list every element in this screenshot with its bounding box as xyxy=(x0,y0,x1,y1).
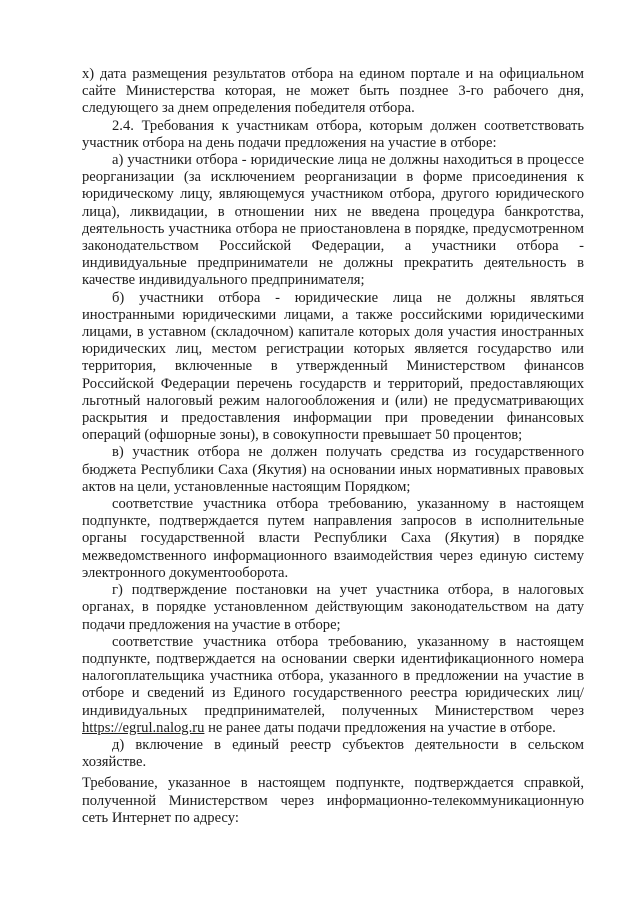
paragraph-compliance-g-tail: не ранее даты подачи предложения на участие в отборе. xyxy=(204,719,556,736)
egrul-link[interactable]: https://egrul.nalog.ru xyxy=(82,719,205,736)
paragraph-compliance-g-text: соответствие участника отбора требованию, указанному в настоящем подпункте, подтверждается на основании сверки идентификационного номера налогоплательщика участника отбора, указанного в предложении на участие в отборе и сведений из Единого государственного реестра юридических лиц/индивидуальных предпринимателей, полученных Министерством через xyxy=(82,633,584,719)
paragraph-item-x: х) дата размещения результатов отбора на едином портале и на официальном сайте Министерства которая, не может быть позднее 3-го рабочего дня, следующего за днем определения победителя отбора. xyxy=(82,66,584,117)
paragraph-item-d: д) включение в единый реестр субъектов деятельности в сельском хозяйстве. xyxy=(82,736,584,771)
paragraph-requirement-note: Требование, указанное в настоящем подпункте, подтверждается справкой, полученной Министерством через информационно-телекоммуникационную сеть Интернет по адресу: xyxy=(82,775,584,826)
paragraph-section-2-4: 2.4. Требования к участникам отбора, которым должен соответствовать участник отбора на день подачи предложения на участие в отборе: xyxy=(82,117,584,151)
paragraph-item-g: г) подтверждение постановки на учет участника отбора, в налоговых органах, в порядке установленном действующим законодательством на дату подачи предложения на участие в отборе; xyxy=(82,582,584,633)
paragraph-item-b: б) участники отбора - юридические лица не должны являться иностранными юридическими лицами, а также российскими юридическими лицами, в уставном (складочном) капитале которых доля участия иностранных юридических лиц, местом регистрации которых является государство или территория, включенные в утвержденный Министерством финансов Российской Федерации перечень государств и территорий, предоставляющих льготный налоговый режим налогообложения и (или) не предусматривающих раскрытия и предоставления информации при проведении финансовых операций (офшорные зоны), в совокупности превышает 50 процентов; xyxy=(82,289,584,444)
paragraph-item-a: а) участники отбора - юридические лица не должны находиться в процессе реорганизации (за исключением реорганизации в форме присоединения к юридическому лицу, являющемуся участником отбора, другого юридического лица), ликвидации, в отношении них не введена процедура банкротства, деятельность участника отбора не приостановлена в порядке, предусмотренном законодательством Российской Федерации, а участники отбора - индивидуальные предприниматели не должны прекратить деятельность в качестве индивидуального предпринимателя; xyxy=(82,152,584,289)
paragraph-item-v: в) участник отбора не должен получать средства из государственного бюджета Республики Саха (Якутия) на основании иных нормативных правовых актов на цели, установленные настоящим Порядком; xyxy=(82,444,584,495)
paragraph-compliance-g xyxy=(82,634,584,737)
paragraph-compliance-v: соответствие участника отбора требованию, указанному в настоящем подпункте, подтверждается путем направления запросов в исполнительные органы государственной власти Республики Саха (Якутия) в порядке межведомственного информационного взаимодействия через единую систему электронного документооборота. xyxy=(82,496,584,581)
